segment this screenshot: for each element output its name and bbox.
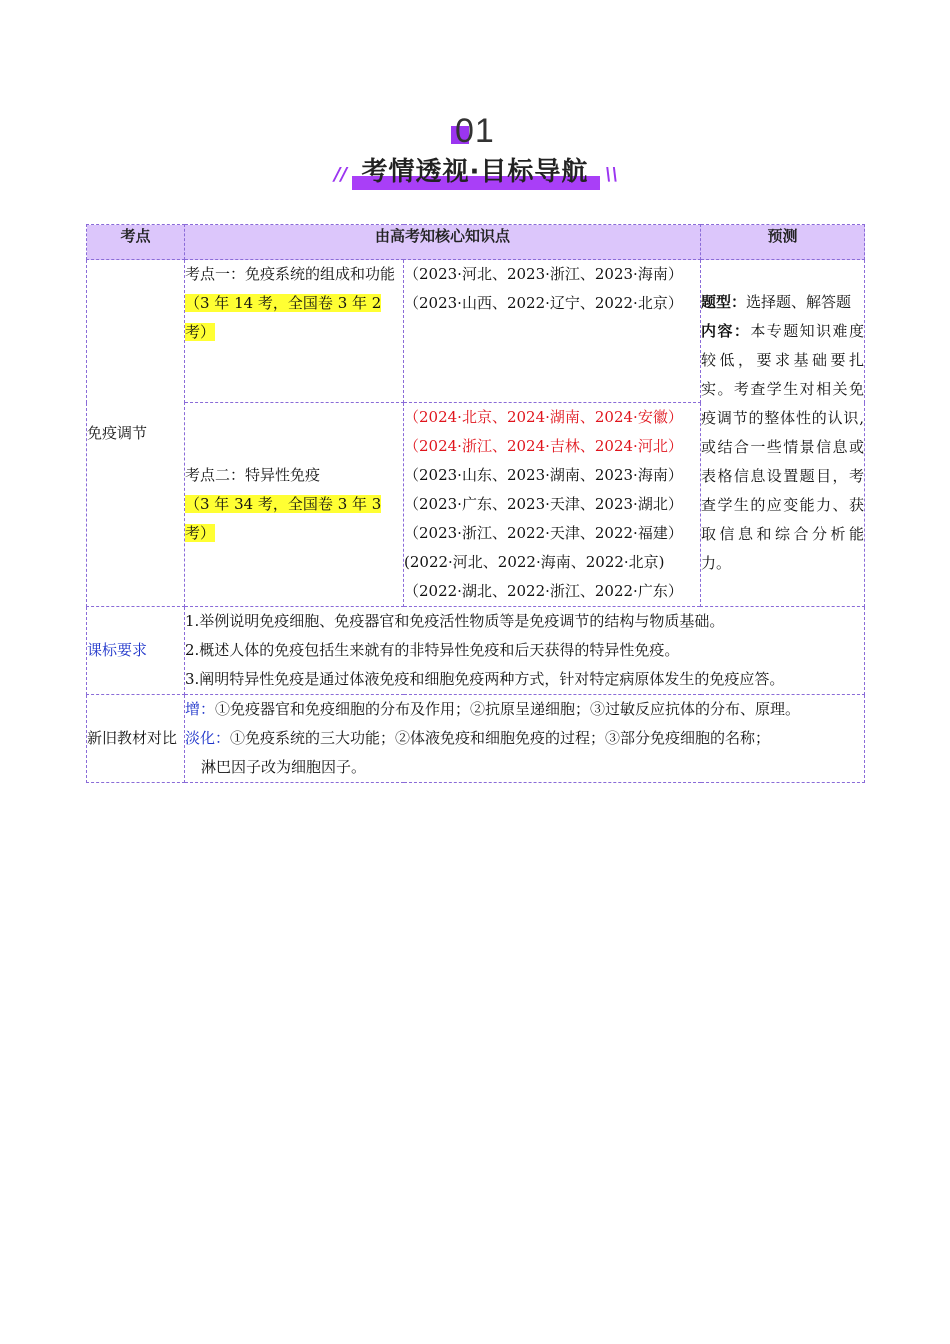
section-number: 01 <box>455 112 495 150</box>
point-one-row <box>87 260 865 403</box>
standards-label: 课标要求 <box>87 607 185 695</box>
standard-item: 2.概述人体的免疫包括生来就有的非特异性免疫和后天获得的特异性免疫。 <box>185 641 680 659</box>
point-one-sources <box>404 260 701 403</box>
table-header-row <box>87 225 865 260</box>
point-one-cell <box>185 260 404 403</box>
section-title: 考情透视·目标导航 <box>361 157 589 187</box>
header-knowledge: 由高考知核心知识点 <box>185 225 701 260</box>
source-line: (2022·河北、2022·海南、2022·北京) <box>404 553 665 571</box>
standards-row <box>87 607 865 695</box>
prediction-type-label: 题型： <box>701 293 747 311</box>
prediction-type <box>701 288 864 317</box>
compare-weak <box>185 724 864 753</box>
point-two-cell <box>185 403 404 607</box>
compare-weak-cont: 淋巴因子改为细胞因子。 <box>201 758 367 776</box>
topic-cell: 免疫调节 <box>87 260 185 607</box>
compare-add-text: ①免疫器官和免疫细胞的分布及作用；②抗原呈递细胞；③过敏反应抗体的分布、原理。 <box>215 700 801 718</box>
compare-label: 新旧教材对比 <box>87 695 185 783</box>
prediction-content-text: 本专题知识难度较低，要求基础要扎实。考查学生对相关免疫调节的整体性的认识,或结合一些情景信息或表格信息设置题目，考查学生的应变能力、获取信息和综合分析能力。 <box>701 322 865 572</box>
source-line-red: （2024·浙江、2024·吉林、2024·河北） <box>404 437 683 455</box>
source-line: （2023·山东、2023·湖南、2023·海南） <box>404 466 683 484</box>
header-topic: 考点 <box>87 225 185 260</box>
compare-weak-text: ①免疫系统的三大功能；②体液免疫和细胞免疫的过程；③部分免疫细胞的名称； <box>230 729 771 747</box>
source-line: （2023·河北、2023·浙江、2023·海南） <box>404 265 683 283</box>
prediction-content-label: 内容： <box>701 322 751 340</box>
compare-row <box>87 695 865 783</box>
source-line: （2023·浙江、2022·天津、2022·福建） <box>404 524 683 542</box>
prediction-cell <box>701 260 865 607</box>
source-line: （2023·山西、2022·辽宁、2022·北京） <box>404 294 683 312</box>
standard-item: 3.阐明特异性免疫是通过体液免疫和细胞免疫两种方式，针对特定病原体发生的免疫应答。 <box>185 670 785 688</box>
point-one-name: 考点一：免疫系统的组成和功能 <box>185 265 396 283</box>
point-one-stats: （3 年 14 考，全国卷 3 年 2 考） <box>185 294 382 341</box>
left-slash-decoration: // <box>334 164 348 185</box>
standards-content <box>185 607 865 695</box>
exam-analysis-table <box>86 224 865 783</box>
source-line: （2022·湖北、2022·浙江、2022·广东） <box>404 582 683 600</box>
right-slash-decoration: \\ <box>605 164 619 185</box>
source-line-red: （2024·北京、2024·湖南、2024·安徽） <box>404 408 683 426</box>
section-header <box>0 112 950 192</box>
source-line: （2023·广东、2023·天津、2023·湖北） <box>404 495 683 513</box>
point-two-name: 考点二：特异性免疫 <box>185 466 321 484</box>
compare-content <box>185 695 865 783</box>
standard-item: 1.举例说明免疫细胞、免疫器官和免疫活性物质等是免疫调节的结构与物质基础。 <box>185 612 725 630</box>
header-prediction: 预测 <box>701 225 865 260</box>
compare-add <box>185 695 864 724</box>
compare-add-label: 增： <box>185 700 216 718</box>
compare-weak-label: 淡化： <box>185 729 231 747</box>
prediction-content <box>701 317 864 578</box>
point-two-stats: （3 年 34 考，全国卷 3 年 3 考） <box>185 495 382 542</box>
prediction-type-text: 选择题、解答题 <box>746 293 852 311</box>
point-two-sources <box>404 403 701 607</box>
